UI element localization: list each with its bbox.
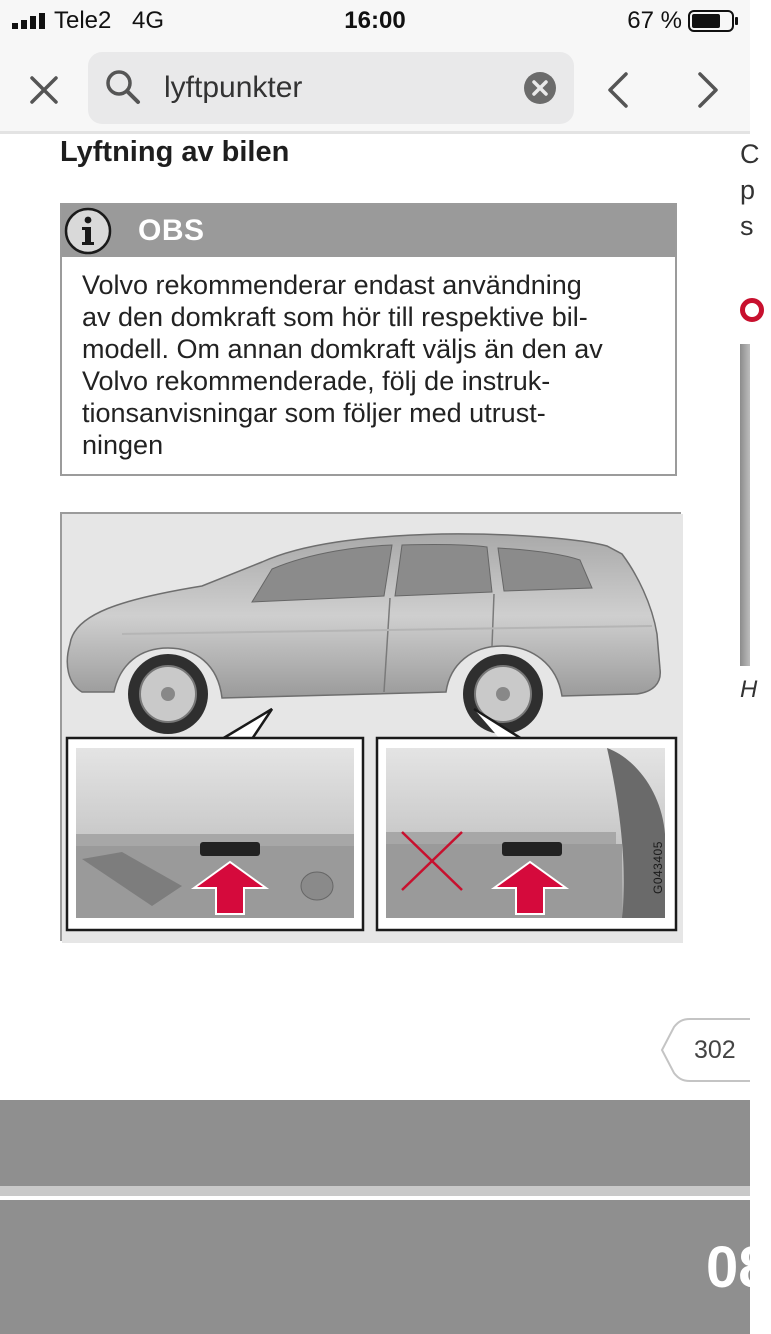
next-column-heading-fragment (740, 290, 760, 330)
battery-icon (688, 10, 740, 32)
chapter-band (0, 1200, 750, 1334)
car-lift-points-figure (60, 512, 681, 941)
network-type: 4G (132, 7, 165, 34)
obs-note (60, 203, 677, 476)
front-lift-point-inset (67, 738, 363, 930)
chevron-right-icon[interactable] (688, 68, 728, 112)
carrier-name: Tele2 (54, 7, 112, 34)
clock: 16:00 (344, 7, 406, 34)
next-column-image (740, 344, 750, 666)
info-icon (64, 207, 112, 255)
search-icon (104, 68, 142, 106)
next-column-caption: H (740, 676, 758, 703)
rear-lift-point-inset (377, 738, 676, 930)
obs-label: OBS (138, 214, 205, 247)
page-title: Lyftning av bilen (60, 136, 290, 168)
obs-text: Volvo rekommenderar endast användning av den domkraft som hör till respektive bil- modell. Om annan domkraft väljs än den av Volvo rekommenderade, följ de instruk- tionsanvisningar som följer med utrust- ningen (82, 270, 603, 460)
close-icon[interactable] (22, 68, 66, 112)
page-number: 302 (694, 1036, 736, 1064)
search-input[interactable] (164, 68, 504, 108)
next-column-line: C (740, 139, 760, 169)
search-toolbar (0, 42, 750, 134)
chapter-number: 08 (706, 1235, 771, 1300)
car-illustration (62, 514, 683, 943)
next-page-header (0, 1100, 750, 1186)
status-bar (0, 0, 750, 42)
battery-percent: 67 % (627, 7, 682, 34)
obs-header (62, 205, 675, 257)
figure-code: G043405 (651, 841, 665, 894)
clear-icon[interactable] (524, 72, 556, 104)
chevron-left-icon[interactable] (598, 68, 638, 112)
search-box[interactable] (88, 52, 574, 124)
page-divider (0, 1186, 750, 1196)
next-column-line: s (740, 211, 754, 241)
next-column-text (740, 136, 760, 244)
next-column-line: p (740, 175, 756, 205)
